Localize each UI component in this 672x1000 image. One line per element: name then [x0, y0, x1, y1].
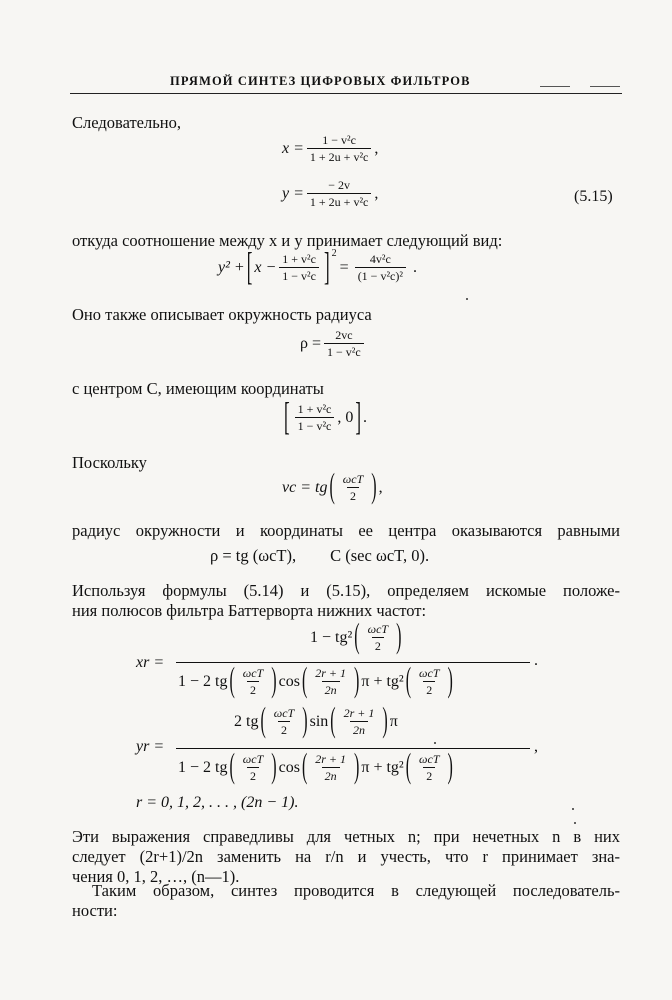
arg-den: 2n — [350, 721, 368, 737]
eq-rho-lhs: ρ = — [300, 334, 322, 352]
half-den: 2 — [247, 681, 259, 697]
eq-yr-numerator — [234, 701, 398, 740]
right-paren: ) — [382, 701, 388, 740]
left-paren: ( — [329, 467, 335, 506]
scan-speck — [574, 822, 576, 824]
paragraph-expr-l1: Эти выражения справедливы для четных n; при нечетных n в них — [72, 827, 620, 846]
left-bracket: [ — [284, 394, 290, 439]
paragraph-thus-l2: ности: — [72, 901, 118, 920]
equation-vc — [282, 467, 383, 506]
half-angle-fraction — [271, 706, 297, 737]
eq-y-fraction — [307, 178, 371, 209]
eq-den-cos: cos — [278, 672, 300, 690]
eq-circle-tail: . — [412, 258, 417, 276]
equation-number-5-15: (5.15) — [574, 188, 613, 205]
equation-y — [282, 178, 378, 209]
half-num: ωcT — [367, 622, 389, 636]
scan-speck — [572, 808, 574, 810]
arg-num: 2r + 1 — [315, 666, 347, 680]
arg-den: 2n — [322, 681, 340, 697]
left-paren: ( — [229, 661, 235, 700]
equation-rho-tg — [210, 546, 429, 566]
arg-fraction — [312, 666, 349, 697]
eq-xr-denominator — [178, 661, 455, 700]
equation-center — [282, 394, 368, 439]
half-angle-fraction — [240, 752, 266, 783]
eq-xr-tail: . — [534, 652, 538, 669]
left-paren: ( — [354, 617, 360, 656]
right-paren: ) — [354, 747, 360, 786]
header-rule — [70, 93, 622, 94]
header-mark — [540, 86, 570, 87]
eq-center-zero: , 0 — [337, 408, 354, 426]
eq-yr-num-a: 2 tg — [234, 712, 259, 730]
right-paren: ) — [371, 467, 377, 506]
half-den: 2 — [247, 767, 259, 783]
eq-circle-equals: = — [339, 258, 349, 276]
left-paren: ( — [229, 747, 235, 786]
eq-x-den: 1 + 2u + v²c — [307, 148, 371, 164]
left-paren: ( — [301, 747, 308, 786]
paragraph-center: с центром C, имеющим координаты — [72, 379, 324, 398]
paragraph-relation: откуда соотношение между x и y принимает следующий вид: — [72, 231, 503, 250]
eq-vc-tail: , — [378, 478, 383, 496]
half-angle-fraction — [416, 666, 442, 697]
eq-yr-lhs: yr = — [136, 738, 165, 755]
eq-rho-tg: ρ = tg (ωcT), — [210, 546, 297, 565]
arg-fraction — [312, 752, 349, 783]
right-paren: ) — [302, 701, 308, 740]
half-den: 2 — [423, 681, 435, 697]
left-paren: ( — [405, 747, 412, 786]
paragraph-since: Поскольку — [72, 453, 147, 472]
eq-x-num: 1 − v²c — [322, 133, 356, 147]
left-bracket: [ — [246, 244, 253, 289]
scan-speck — [466, 298, 468, 300]
eq-circle-num: 1 + v²c — [282, 252, 316, 266]
eq-x-tail: , — [374, 139, 379, 157]
header-mark — [590, 86, 620, 87]
eq-x-lhs: x = — [282, 139, 304, 157]
equation-xr — [130, 617, 550, 702]
eq-circle-den: 1 − v²c — [279, 267, 319, 283]
paragraph-using-l2: ния полюсов фильтра Баттерворта нижних частот: — [72, 601, 427, 620]
right-paren: ) — [271, 661, 277, 700]
equation-circle — [218, 244, 417, 289]
half-angle-fraction — [365, 622, 391, 653]
left-paren: ( — [260, 701, 266, 740]
eq-yr-denominator — [178, 747, 455, 786]
running-title: ПРЯМОЙ СИНТЕЗ ЦИФРОВЫХ ФИЛЬТРОВ — [170, 74, 471, 88]
right-bracket: ] — [355, 394, 362, 439]
scan-speck — [434, 742, 436, 744]
half-num: ωcT — [242, 752, 264, 766]
equation-x — [282, 133, 378, 164]
eq-x-fraction — [307, 133, 371, 164]
left-paren: ( — [301, 661, 308, 700]
eq-vc-fraction — [340, 472, 366, 503]
arg-fraction — [341, 706, 378, 737]
eq-circle-rhs-fraction — [355, 252, 406, 283]
eq-rho-fraction — [324, 328, 364, 359]
eq-center-num: 1 + v²c — [297, 402, 332, 416]
arg-den: 2n — [322, 767, 340, 783]
right-paren: ) — [447, 661, 453, 700]
paragraph-using-l1: Используя формулы (5.14) и (5.15), определяем искомые положе- — [72, 581, 620, 600]
half-den: 2 — [372, 637, 384, 653]
right-paren: ) — [354, 661, 360, 700]
eq-vc-den: 2 — [347, 487, 359, 503]
eq-den-a: 1 − 2 tg — [178, 758, 228, 776]
right-paren: ) — [447, 747, 453, 786]
eq-circle-rhs-den: (1 − v²c)² — [355, 267, 406, 283]
half-num: ωcT — [419, 752, 440, 766]
arg-num: 2r + 1 — [343, 706, 375, 720]
eq-xr-num-a: 1 − tg² — [310, 628, 353, 646]
eq-vc-num: ωcT — [342, 472, 364, 486]
eq-yr-tail: , — [534, 738, 538, 755]
half-den: 2 — [423, 767, 435, 783]
eq-y-lhs: y = — [282, 184, 304, 202]
paragraph-expr-l3: чения 0, 1, 2, …, (n—1). — [72, 867, 240, 886]
equation-yr — [130, 701, 550, 788]
eq-rho-num: 2vc — [335, 328, 353, 342]
half-num: ωcT — [242, 666, 264, 680]
eq-y-den: 1 + 2u + v²c — [307, 193, 371, 209]
paragraph-expr-l2: следует (2r+1)/2n заменить на r/n и учесть, что r принимает зна- — [72, 847, 620, 866]
left-paren: ( — [330, 701, 336, 740]
equation-rho — [300, 328, 367, 359]
right-paren: ) — [271, 747, 277, 786]
paragraph-radius: Оно также описывает окружность радиуса — [72, 305, 372, 324]
half-angle-fraction — [240, 666, 266, 697]
half-num: ωcT — [419, 666, 440, 680]
eq-center-fraction — [295, 402, 335, 433]
eq-yr-sin: sin — [309, 712, 329, 730]
eq-center-den: 1 − v²c — [295, 417, 335, 433]
paragraph-radius-center: радиус окружности и координаты ее центра оказываются равными — [72, 521, 620, 540]
eq-y-tail: , — [374, 184, 379, 202]
eq-y-num: − 2v — [328, 178, 351, 192]
eq-vc-lhs: vc = tg — [282, 478, 328, 496]
eq-yr-pi: π — [389, 712, 398, 730]
eq-den-pi: π + tg² — [361, 758, 404, 776]
left-paren: ( — [405, 661, 412, 700]
eq-center-sec: C (sec ωcT, 0). — [330, 546, 430, 565]
right-paren: ) — [396, 617, 402, 656]
eq-rho-den: 1 − v²c — [324, 343, 364, 359]
eq-center-tail: . — [363, 408, 368, 426]
eq-den-a: 1 − 2 tg — [178, 672, 228, 690]
eq-xr-numerator — [310, 617, 403, 656]
eq-xr-lhs: xr = — [136, 654, 165, 671]
eq-circle-power: 2 — [331, 248, 337, 259]
eq-circle-fraction — [279, 252, 319, 283]
arg-num: 2r + 1 — [315, 752, 347, 766]
eq-den-pi: π + tg² — [361, 672, 404, 690]
paragraph-therefore: Следовательно, — [72, 113, 181, 132]
half-den: 2 — [278, 721, 290, 737]
eq-den-cos: cos — [278, 758, 300, 776]
right-bracket: ] — [323, 244, 330, 289]
eq-circle-lhs: y² + — [218, 258, 245, 276]
paragraph-thus-l1: Таким образом, синтез проводится в следующей последователь- — [92, 881, 620, 900]
eq-circle-rhs-num: 4v²c — [369, 252, 391, 266]
equation-r-range: r = 0, 1, 2, . . . , (2n − 1). — [136, 794, 299, 811]
half-angle-fraction — [416, 752, 442, 783]
eq-circle-x: x − — [254, 258, 277, 276]
half-num: ωcT — [273, 706, 295, 720]
